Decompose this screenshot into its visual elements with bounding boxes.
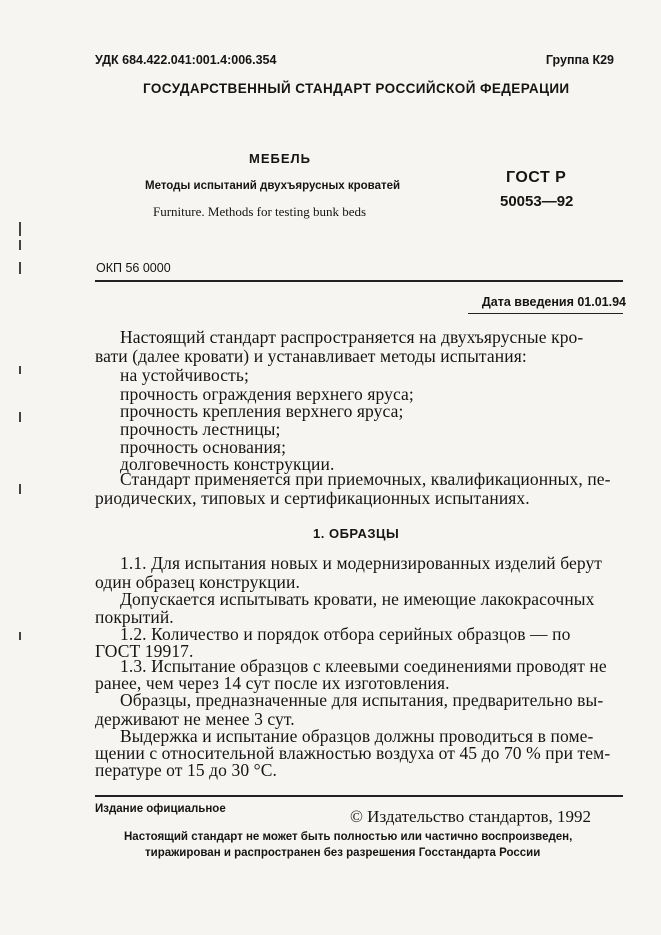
intro-line: риодических, типовых и сертификационных испытаниях. xyxy=(95,488,530,508)
standard-title: ГОСУДАРСТВЕННЫЙ СТАНДАРТ РОССИЙСКОЙ ФЕДЕРАЦИИ xyxy=(143,81,570,96)
intro-line: вати (далее кровати) и устанавливает методы испытания: xyxy=(95,346,527,366)
okp-code: ОКП 56 0000 xyxy=(96,261,171,275)
section-line: ГОСТ 19917. xyxy=(95,641,194,661)
udk-code: УДК 684.422.041:001.4:006.354 xyxy=(95,53,277,67)
section-line: один образец конструкции. xyxy=(95,572,300,592)
copyright-notice: © Издательство стандартов, 1992 xyxy=(350,807,591,826)
section-line: покрытий. xyxy=(95,607,174,627)
intro-line: Настоящий стандарт распространяется на двухъярусные кро- xyxy=(120,327,584,347)
gost-number: 50053—92 xyxy=(500,193,574,210)
section-line: 1.1. Для испытания новых и модернизированных изделий берут xyxy=(120,553,603,573)
scan-edge-mark xyxy=(19,484,21,494)
section-line: ранее, чем через 14 сут после их изготовления. xyxy=(95,673,450,693)
method-item: прочность основания; xyxy=(120,437,287,457)
okp-rule xyxy=(95,280,623,282)
scan-edge-mark xyxy=(19,240,21,250)
method-item: прочность лестницы; xyxy=(120,419,281,439)
intro-line: Стандарт применяется при приемочных, квалификационных, пе- xyxy=(120,469,611,489)
section-line: Выдержка и испытание образцов должны проводиться в поме- xyxy=(120,726,594,746)
section-line: держивают не менее 3 сут. xyxy=(95,709,295,729)
method-item: прочность крепления верхнего яруса; xyxy=(120,401,404,421)
introduction-date: Дата введения 01.01.94 xyxy=(481,295,626,309)
section-line: щении с относительной влажностью воздуха от 45 до 70 % при тем- xyxy=(95,743,611,763)
date-underline xyxy=(468,313,623,314)
scan-edge-mark xyxy=(19,366,21,374)
section-line: Образцы, предназначенные для испытания, предварительно вы- xyxy=(120,690,604,710)
footer-rule xyxy=(95,795,623,797)
section-line: 1.3. Испытание образцов с клеевыми соединениями проводят не xyxy=(120,656,607,676)
subject-heading: МЕБЕЛЬ xyxy=(249,151,311,166)
section-heading: 1. ОБРАЗЦЫ xyxy=(313,526,400,541)
scan-edge-mark xyxy=(19,632,21,640)
scan-edge-mark xyxy=(19,262,21,274)
reproduction-notice-line: тиражирован и распространен без разрешения Госстандарта России xyxy=(145,847,541,859)
section-line: 1.2. Количество и порядок отбора серийных образцов — по xyxy=(120,624,571,644)
group-code: Группа К29 xyxy=(545,53,614,67)
method-item: прочность ограждения верхнего яруса; xyxy=(120,384,414,404)
method-item: на устойчивость; xyxy=(120,365,249,385)
gost-label: ГОСТ Р xyxy=(506,169,567,186)
section-line: пературе от 15 до 30 °С. xyxy=(95,760,278,780)
scan-edge-mark xyxy=(19,412,21,422)
title-russian: Методы испытаний двухъярусных кроватей xyxy=(145,180,401,192)
section-line: Допускается испытывать кровати, не имеющие лакокрасочных xyxy=(120,589,595,609)
reproduction-notice-line: Настоящий стандарт не может быть полностью или частично воспроизведен, xyxy=(124,831,573,843)
method-item: долговечность конструкции. xyxy=(120,454,335,474)
scan-edge-mark xyxy=(19,222,21,236)
title-english: Furniture. Methods for testing bunk beds xyxy=(153,204,367,219)
official-edition: Издание официальное xyxy=(95,803,226,815)
